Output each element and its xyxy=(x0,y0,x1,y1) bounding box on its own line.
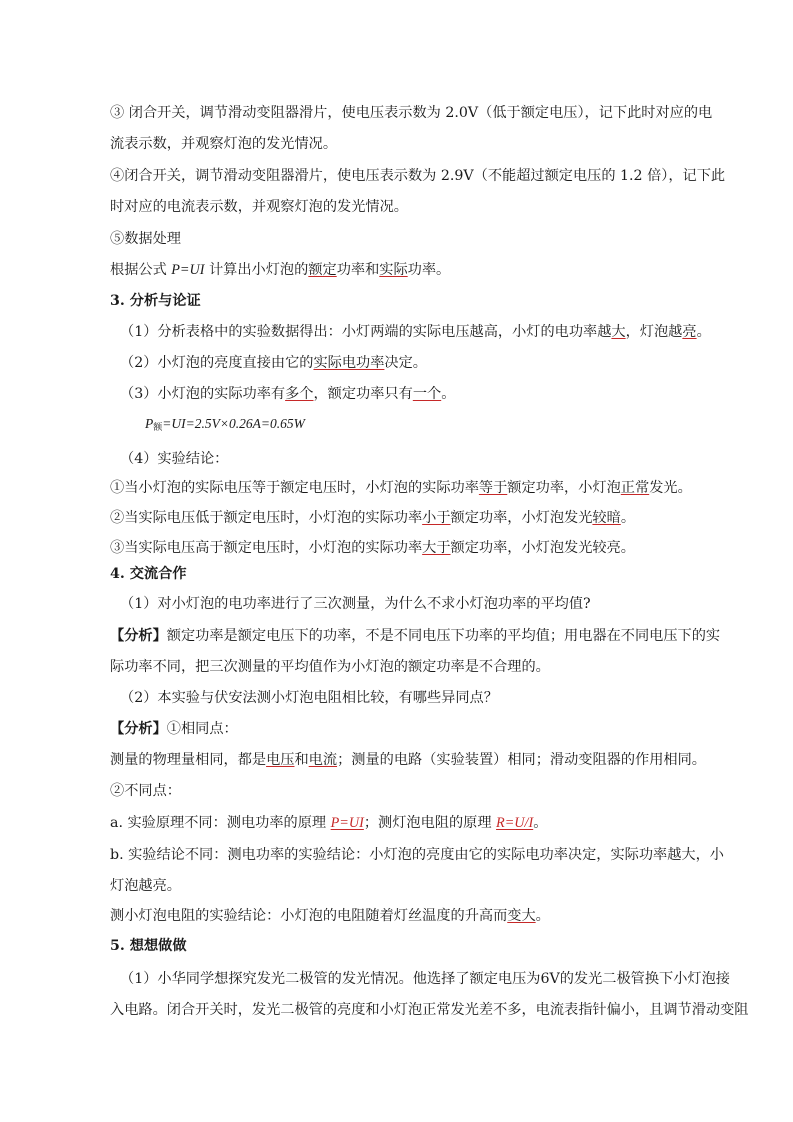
conclusion-3: ③当实际电压高于额定电压时，小灯泡的实际功率大于额定功率，小灯泡发光较亮。 xyxy=(110,540,635,556)
section-4-heading: 4. 交流合作 xyxy=(110,566,187,582)
difference-b-line2: 灯泡越亮。 xyxy=(110,878,181,894)
step5-heading: ⑤数据处理 xyxy=(110,231,181,247)
resistance-conclusion: 测小灯泡电阻的实验结论：小灯泡的电阻随着灯丝温度的升高而变大。 xyxy=(110,908,550,924)
analysis-1: （1）分析表格中的实验数据得出：小灯两端的实际电压越高，小灯的电功率越大，灯泡越亮。 xyxy=(120,324,711,340)
analysis-4: （4）实验结论： xyxy=(120,451,229,467)
answer-1-line2: 际功率不同，把三次测量的平均值作为小灯泡的额定功率是不合理的。 xyxy=(110,659,550,675)
difference-b-line1: b. 实验结论不同：测电功率的实验结论：小灯泡的亮度由它的实际电功率决定，实际功率越大，小 xyxy=(110,847,724,863)
think-1-line2: 入电路。闭合开关时，发光二极管的亮度和小灯泡正常发光差不多，电流表指针偏小，且调节滑动变阻 xyxy=(110,1002,749,1018)
step3-line1: ③ 闭合开关，调节滑动变阻器滑片，使电压表示数为 2.0V（低于额定电压），记下此时对应的电 xyxy=(110,105,713,121)
formula-line: 根据公式 P=UI 计算出小灯泡的额定功率和实际功率。 xyxy=(110,262,451,278)
step4-line1: ④闭合开关，调节滑动变阻器滑片，使电压表示数为 2.9V（不能超过额定电压的 1.2 倍），记下此 xyxy=(110,168,726,184)
answer-2: 【分析】①相同点： xyxy=(110,721,238,737)
step3-line2: 流表示数，并观察灯泡的发光情况。 xyxy=(110,136,338,152)
conclusion-1: ①当小灯泡的实际电压等于额定电压时，小灯泡的实际功率等于额定功率，小灯泡正常发光。 xyxy=(110,480,692,496)
section-3-heading: 3. 分析与论证 xyxy=(110,293,201,309)
section-5-heading: 5. 想想做做 xyxy=(110,938,187,954)
conclusion-2: ②当实际电压低于额定电压时，小灯泡的实际功率小于额定功率，小灯泡发光较暗。 xyxy=(110,510,636,526)
answer-1-line1: 【分析】额定功率是额定电压下的功率，不是不同电压下功率的平均值；用电器在不同电压下的实 xyxy=(110,628,721,644)
analysis-2: （2）小灯泡的亮度直接由它的实际电功率决定。 xyxy=(120,355,427,371)
think-1-line1: （1）小华同学想探究发光二极管的发光情况。他选择了额定电压为6V的发光二极管换下小灯泡接 xyxy=(120,971,730,987)
difference-a: a. 实验原理不同：测电功率的原理 P=UI；测灯泡电阻的原理 R=U/I。 xyxy=(110,815,548,831)
question-2: （2）本实验与伏安法测小灯泡电阻相比较，有哪些异同点？ xyxy=(120,690,498,706)
step4-line2: 时对应的电流表示数，并观察灯泡的发光情况。 xyxy=(110,199,408,215)
differences-heading: ②不同点： xyxy=(110,783,181,799)
power-formula: $P_额=UI=2.5V\times 0.26A=0.65W$ xyxy=(145,416,305,432)
analysis-3: （3）小灯泡的实际功率有多个，额定功率只有一个。 xyxy=(120,386,456,402)
similarities: 测量的物理量相同，都是电压和电流；测量的电路（实验装置）相同；滑动变阻器的作用相同。 xyxy=(110,752,706,768)
question-1: （1）对小灯泡的电功率进行了三次测量，为什么不求小灯泡功率的平均值? xyxy=(120,596,591,612)
